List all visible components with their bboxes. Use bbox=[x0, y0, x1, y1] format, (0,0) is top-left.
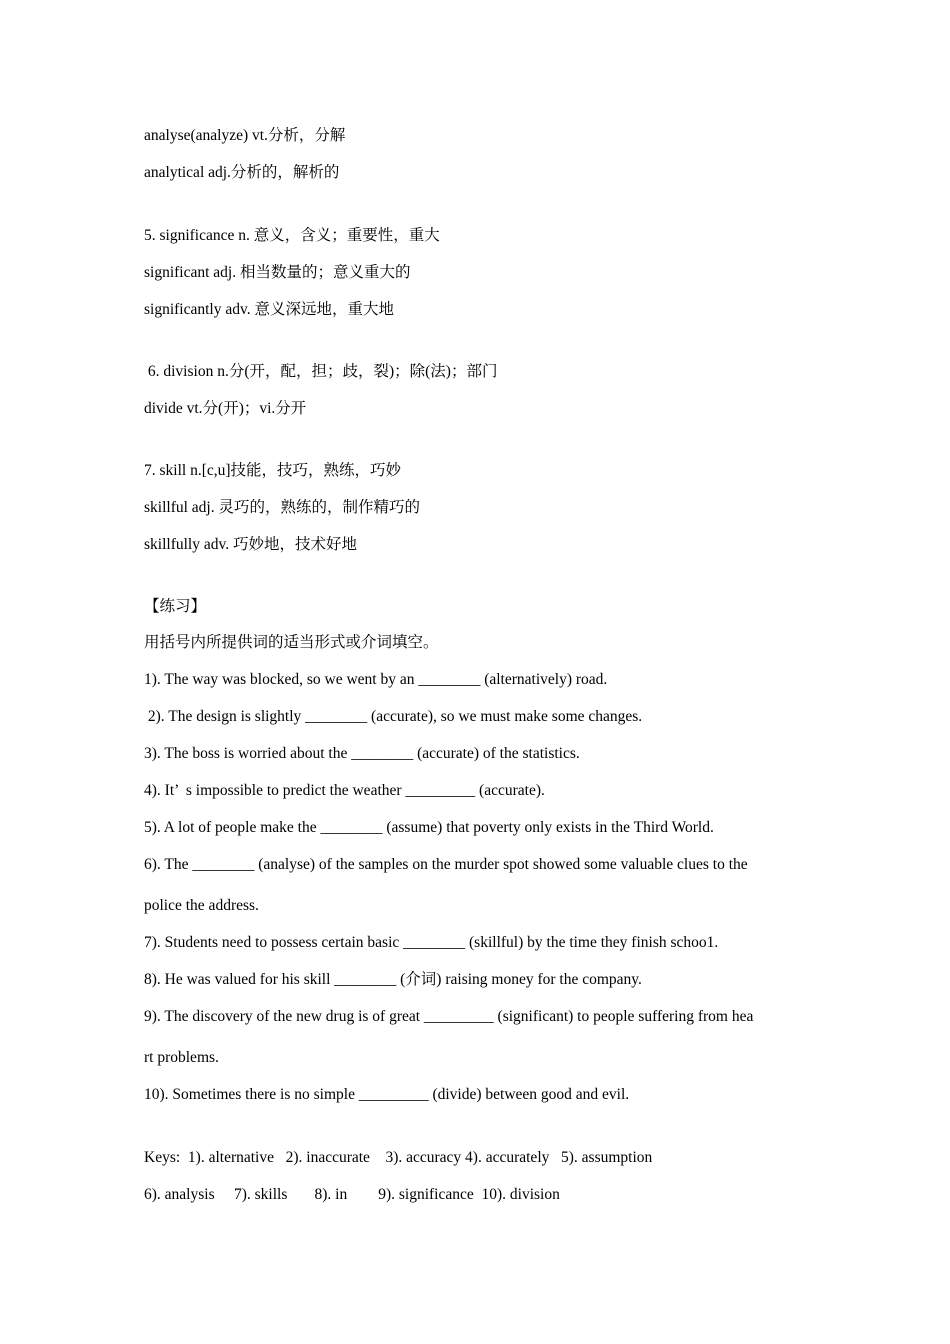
exercise-instruction: 用括号内所提供词的适当形式或介词填空。 bbox=[144, 634, 439, 651]
exercise-item: 9). The discovery of the new drug is of great _________ (significant) to people suffering from hea bbox=[144, 1008, 754, 1025]
exercise-item: 6). The ________ (analyse) of the samples on the murder spot showed some valuable clues to the bbox=[144, 856, 748, 873]
vocab-analytical: analytical adj.分析的，解析的 bbox=[144, 164, 340, 181]
exercise-item: 8). He was valued for his skill ________ (介词) raising money for the company. bbox=[144, 971, 642, 988]
answer-keys-line-2: 6). analysis 7). skills 8). in 9). significance 10). division bbox=[144, 1186, 560, 1203]
exercise-item: 4). It’ s impossible to predict the weather _________ (accurate). bbox=[144, 782, 545, 799]
exercise-item-continuation: police the address. bbox=[144, 897, 259, 914]
exercise-item: 3). The boss is worried about the ________ (accurate) of the statistics. bbox=[144, 745, 580, 762]
exercise-item: 7). Students need to possess certain basic ________ (skillful) by the time they finish schoo1. bbox=[144, 934, 719, 951]
exercise-item-continuation: rt problems. bbox=[144, 1049, 219, 1066]
exercise-item: 2). The design is slightly ________ (accurate), so we must make some changes. bbox=[144, 708, 643, 725]
exercise-heading: 【练习】 bbox=[144, 598, 207, 615]
vocab-skill: 7. skill n.[c,u]技能，技巧，熟练，巧妙 bbox=[144, 462, 402, 479]
vocab-analyse: analyse(analyze) vt.分析，分解 bbox=[144, 127, 346, 144]
vocab-divide: divide vt.分(开)；vi.分开 bbox=[144, 400, 307, 417]
exercise-item: 5). A lot of people make the ________ (assume) that poverty only exists in the Third World. bbox=[144, 819, 714, 836]
answer-keys-line-1: Keys: 1). alternative 2). inaccurate 3). accuracy 4). accurately 5). assumption bbox=[144, 1149, 653, 1166]
exercise-item: 10). Sometimes there is no simple _________ (divide) between good and evil. bbox=[144, 1086, 630, 1103]
vocab-significance: 5. significance n. 意义，含义；重要性，重大 bbox=[144, 227, 440, 244]
vocab-division: 6. division n.分(开，配，担；歧，裂)；除(法)；部门 bbox=[144, 363, 498, 380]
vocab-significant: significant adj. 相当数量的；意义重大的 bbox=[144, 264, 411, 281]
vocab-skillfully: skillfully adv. 巧妙地，技术好地 bbox=[144, 536, 357, 553]
vocab-significantly: significantly adv. 意义深远地，重大地 bbox=[144, 301, 394, 318]
vocab-skillful: skillful adj. 灵巧的，熟练的，制作精巧的 bbox=[144, 499, 420, 516]
exercise-item: 1). The way was blocked, so we went by an ________ (alternatively) road. bbox=[144, 671, 608, 688]
